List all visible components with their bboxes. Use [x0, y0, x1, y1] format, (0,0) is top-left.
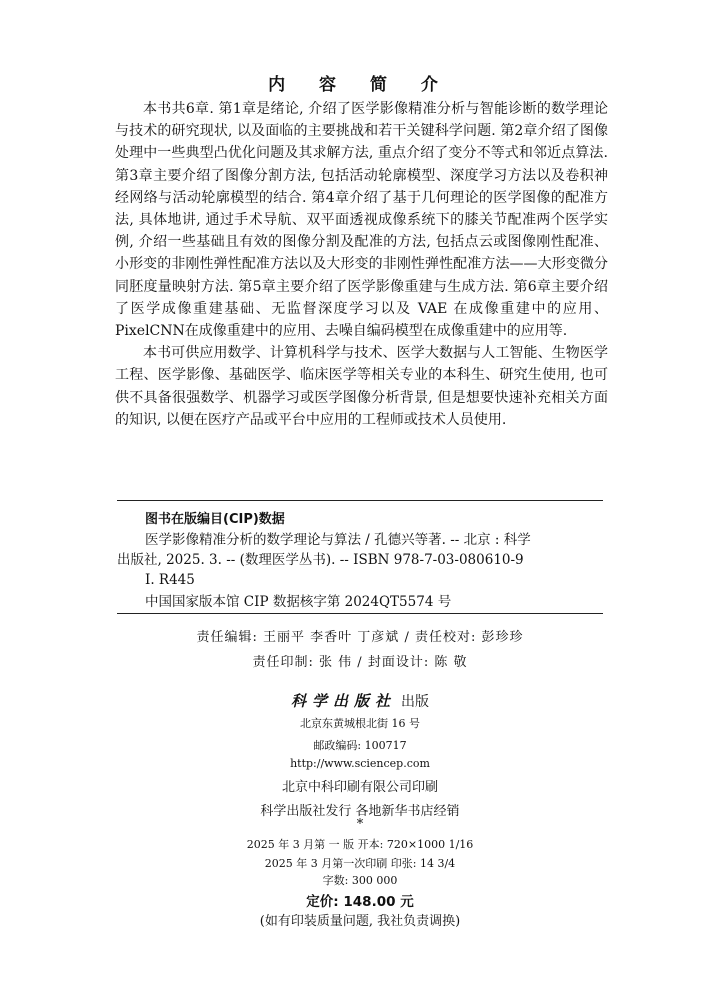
printing-info: 2025 年 3 月第一次印刷 印张: 14 3/4 — [264, 857, 456, 870]
credits-editors: 责任编辑: 王丽平 李香叶 丁彦斌 / 责任校对: 彭珍珍 — [196, 630, 524, 645]
publisher-postcode: 邮政编码: 100717 — [313, 739, 407, 752]
publisher-website: http://www.sciencep.com — [290, 757, 430, 770]
summary-body — [115, 98, 608, 431]
summary-paragraph-2: 本书可供应用数学、计算机科学与技术、医学大数据与人工智能、生物医学工程、医学影像、基础医学、临床医学等相关专业的本科生、研究生使用, 也可供不具备很强数学、机器学习或医学图像分析背景, 但是想要快速补充相关方面的知识, 以便在医疗产品或平台中应用的工程师或技术人员使用. — [115, 345, 608, 428]
cip-line-1: 医学影像精准分析的数学理论与算法 / 孔德兴等著. -- 北京 : 科学 — [145, 532, 531, 548]
printer-info: 北京中科印刷有限公司印刷 — [281, 780, 438, 795]
cip-block — [117, 510, 603, 612]
publisher-suffix: 出版 — [401, 694, 430, 710]
word-count: 字数: 300 000 — [322, 874, 398, 887]
summary-title: 内 容 简 介 — [268, 75, 452, 95]
quality-notice: (如有印装质量问题, 我社负责调换) — [259, 914, 461, 929]
cip-heading: 图书在版编目(CIP)数据 — [145, 512, 285, 527]
cip-line-3: Ⅰ. R445 — [145, 572, 195, 588]
edition-info: 2025 年 3 月第 一 版 开本: 720×1000 1/16 — [246, 838, 474, 851]
publisher-line — [0, 690, 720, 711]
cip-line-4: 中国国家版本馆 CIP 数据核字第 2024QT5574 号 — [145, 594, 452, 610]
cip-top-rule — [117, 500, 603, 501]
separator-star: * — [356, 817, 364, 832]
distribution-info: 科学出版社发行 各地新华书店经销 — [260, 804, 460, 819]
publisher-address: 北京东黄城根北街 16 号 — [300, 717, 420, 730]
price: 定价: 148.00 元 — [306, 894, 414, 910]
publisher-logo: 科学出版社 — [290, 692, 396, 710]
cip-line-2: 出版社, 2025. 3. -- (数理医学丛书). -- ISBN 978-7-03-080610-9 — [117, 552, 524, 568]
cip-bottom-rule — [117, 613, 603, 614]
summary-paragraph-1: 本书共6章. 第1章是绪论, 介绍了医学影像精准分析与智能诊断的数学理论与技术的研究现状, 以及面临的主要挑战和若干关键科学问题. 第2章介绍了图像处理中一些典型凸优化问题及其求解方法, 重点介绍了变分不等式和邻近点算法. 第3章主要介绍了图像分割方法, 包括活动轮廓模型、深度学习方法以及卷积神经网络与活动轮廓模型的结合. 第4章介绍了基于几何理论的医学图像的配准方法, 具体地讲, 通过手术导航、双平面透视成像系统下的膝关节配准两个医学实例, 介绍一些基础且有效的图像分割及配准的方法, 包括点云或图像刚性配准、小形变的非刚性弹性配准方法以及大形变的非刚性弹性配准方法——大形变微分同胚度量映射方法. 第5章主要介绍了医学影像重建与生成方法. 第6章主要介绍了医学成像重建基础、无监督深度学习以及 VAE 在成像重建中的应用、PixelCNN在成像重建中的应用、去噪自编码模型在成像重建中的应用等. — [115, 101, 608, 340]
credits-printing: 责任印制: 张 伟 / 封面设计: 陈 敬 — [252, 655, 468, 670]
